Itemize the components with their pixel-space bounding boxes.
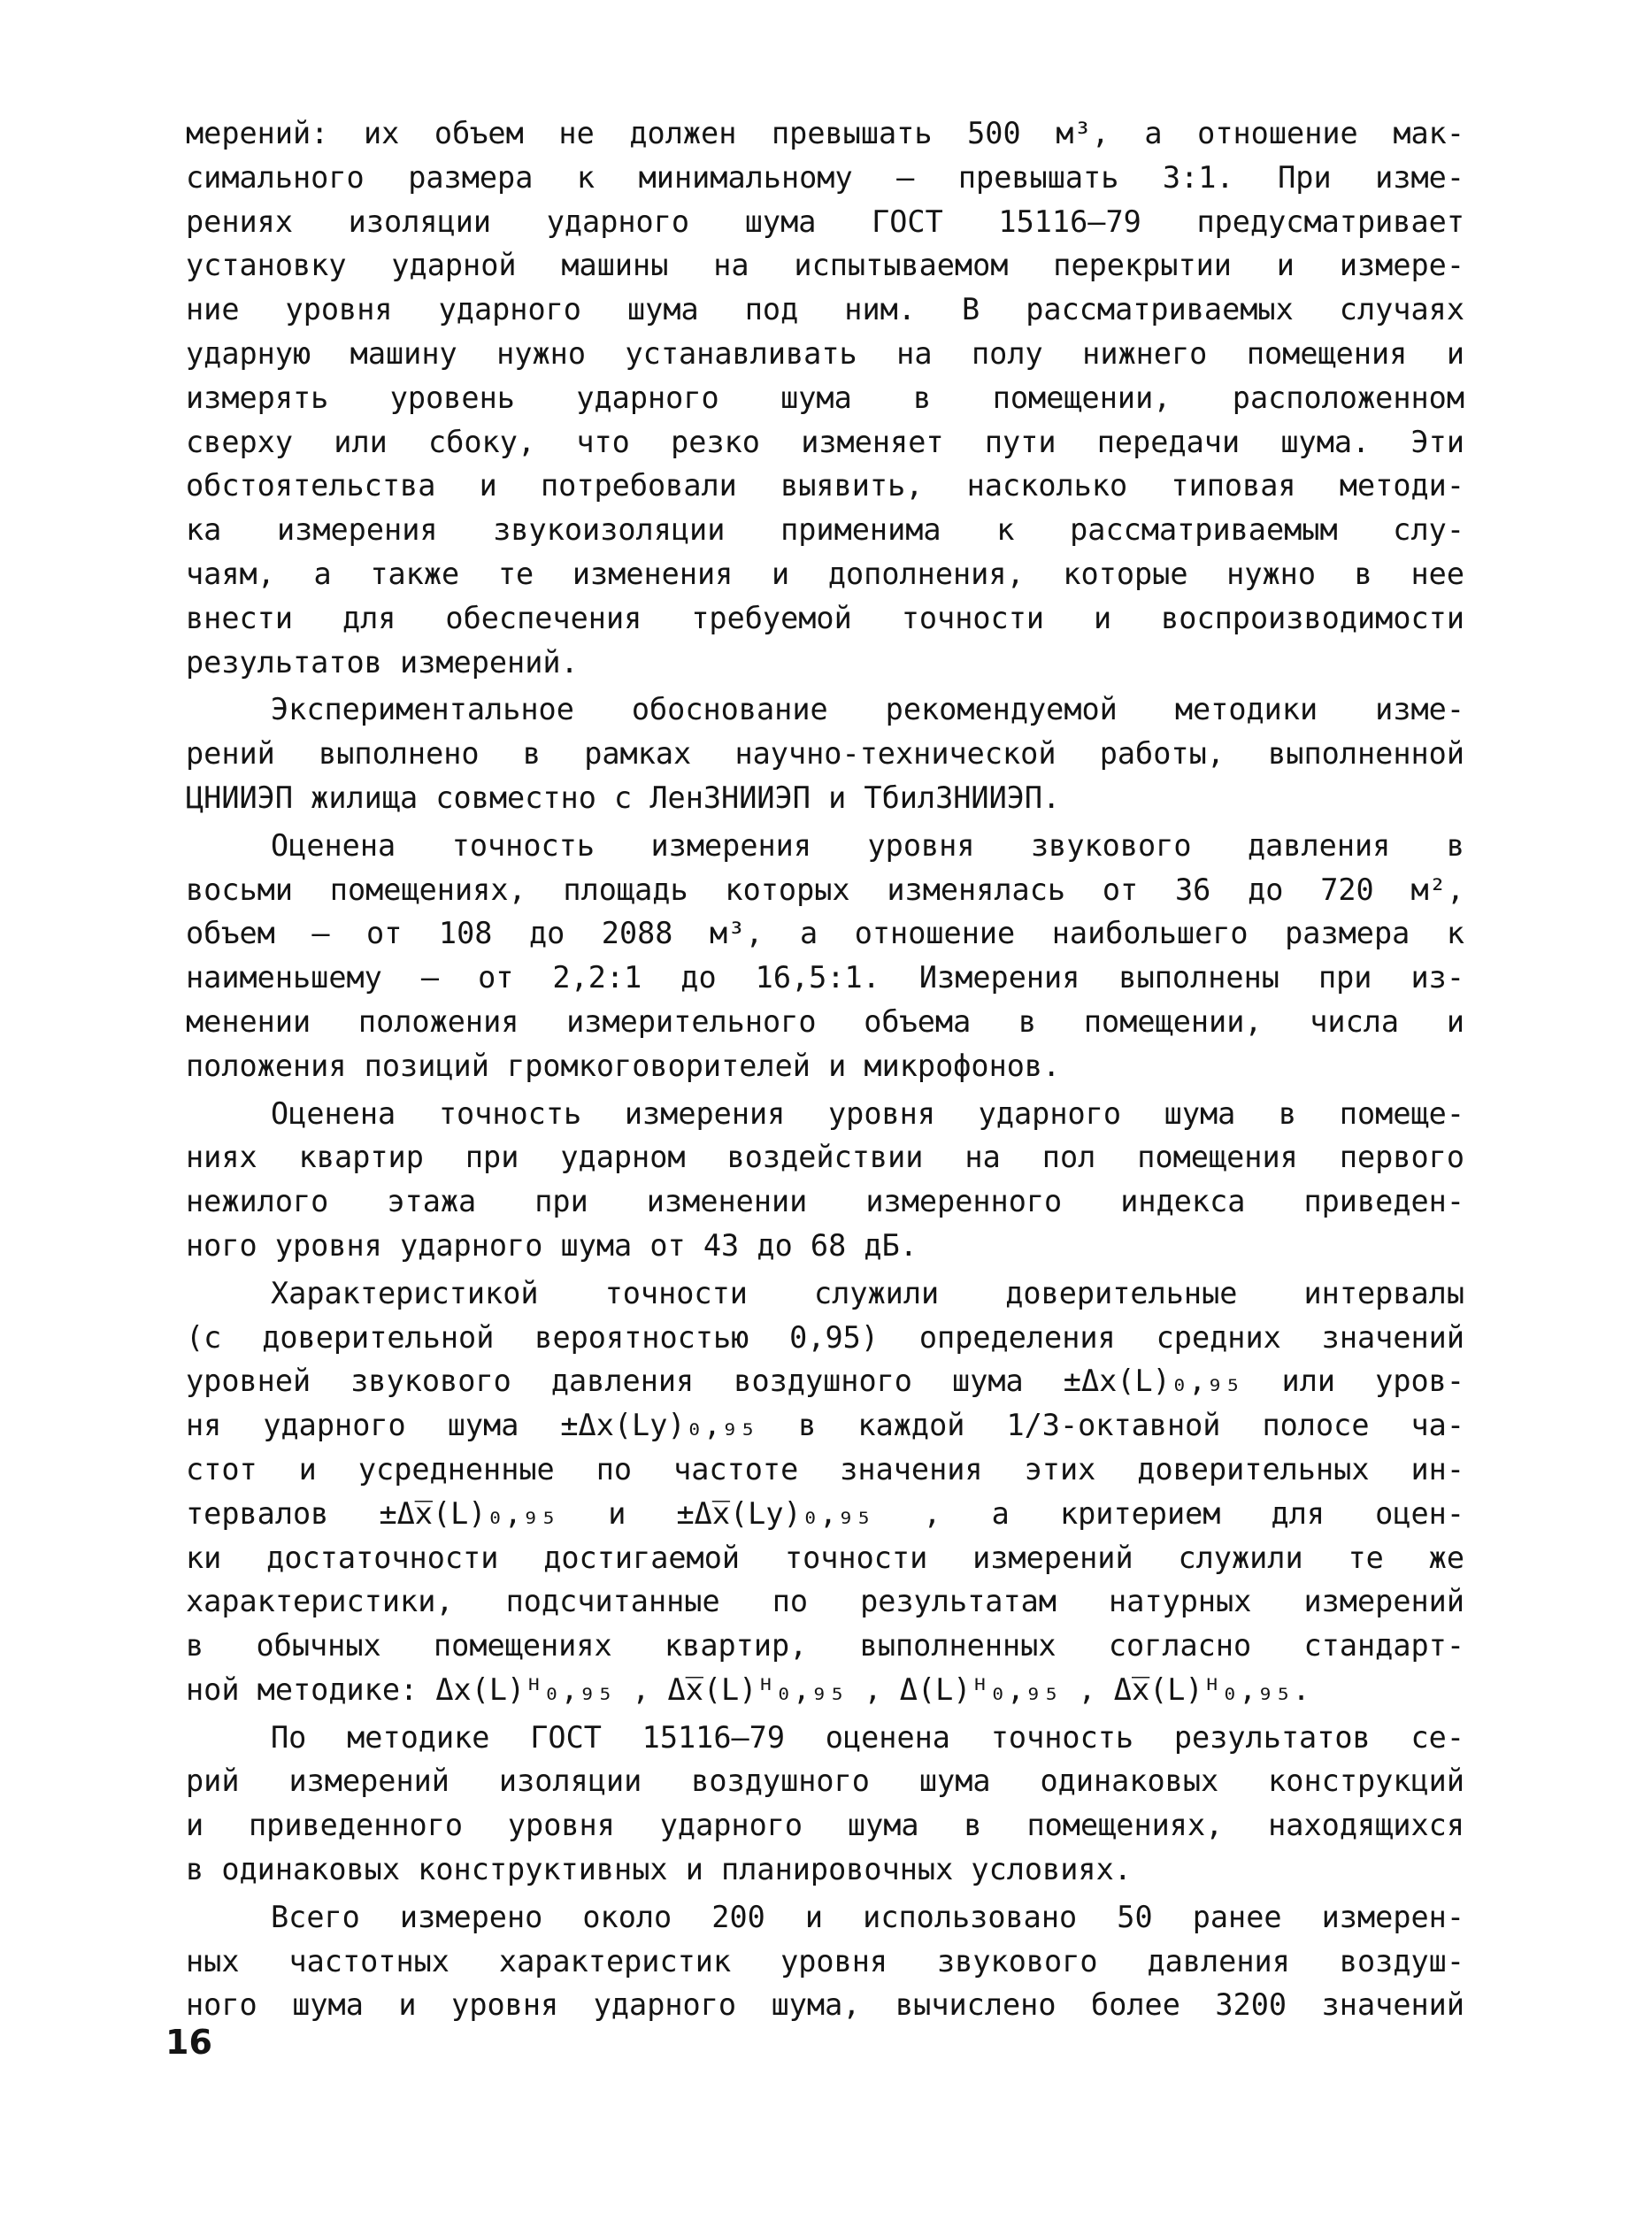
- text-line: нежилого этажа при изменении измеренного индекса приведен-: [186, 1184, 1464, 1219]
- text-line: рениях изоляции ударного шума ГОСТ 15116–79 предусматривает: [186, 204, 1464, 239]
- page-number: 16: [165, 2023, 212, 2062]
- text-line: наименьшему – от 2,2:1 до 16,5:1. Измерения выполнены при из-: [186, 960, 1464, 995]
- text-line: положения позиций громкоговорителей и микрофонов.: [186, 1048, 1061, 1083]
- paragraph: [186, 688, 1464, 819]
- text-line: в одинаковых конструктивных и планировочных условиях.: [186, 1852, 1132, 1887]
- text-line: ки достаточности достигаемой точности измерений служили те же: [186, 1540, 1464, 1575]
- paragraph: [186, 1895, 1464, 2027]
- text-line: в обычных помещениях квартир, выполненных согласно стандарт-: [186, 1628, 1464, 1664]
- text-line: измерять уровень ударного шума в помещении, расположенном: [186, 380, 1464, 415]
- text-line: установку ударной машины на испытываемом перекрытии и измере-: [186, 248, 1464, 283]
- text-line: ного уровня ударного шума от 43 до 68 дБ.: [186, 1227, 918, 1263]
- text-line: ниях квартир при ударном воздействии на пол помещения первого: [186, 1140, 1464, 1175]
- paragraph: [186, 111, 1464, 684]
- text-line: ной методике: Δx(L)ᴴ₀,₉₅ , Δ̅x̅(L)ᴴ₀,₉₅ , Δ(L)ᴴ₀,₉₅ , Δ̅x̅(L)ᴴ₀,₉₅.: [186, 1671, 1310, 1707]
- body-text: [186, 111, 1464, 2027]
- text-line: мерений: их объем не должен превышать 500 м³, а отношение мак-: [186, 116, 1464, 150]
- text-line: (с доверительной вероятностью 0,95) определения средних значений: [186, 1319, 1464, 1355]
- paragraph: [186, 1716, 1464, 1892]
- text-line: рений выполнено в рамках научно-технической работы, выполненной: [186, 736, 1464, 772]
- paragraph: [186, 1272, 1464, 1712]
- text-line: и приведенного уровня ударного шума в помещениях, находящихся: [186, 1808, 1464, 1843]
- paragraph: [186, 1092, 1464, 1268]
- text-line: внести для обеспечения требуемой точности и воспроизводимости: [186, 600, 1464, 635]
- text-line: характеристики, подсчитанные по результатам натурных измерений: [186, 1584, 1464, 1619]
- text-line: Экспериментальное обоснование рекомендуемой методики изме-: [271, 692, 1464, 727]
- text-line: ного шума и уровня ударного шума, вычислено более 3200 значений: [186, 1987, 1464, 2023]
- text-line: Оценена точность измерения уровня ударного шума в помеще-: [271, 1095, 1464, 1131]
- text-line: стот и усредненные по частоте значения этих доверительных ин-: [186, 1451, 1464, 1487]
- text-line: ЦНИИЭП жилища совместно с ЛенЗНИИЭП и ТбилЗНИИЭП.: [186, 780, 1061, 815]
- text-line: обстоятельства и потребовали выявить, насколько типовая методи-: [186, 468, 1464, 503]
- text-line: По методике ГОСТ 15116–79 оценена точность результатов се-: [271, 1719, 1464, 1755]
- text-line: объем – от 108 до 2088 м³, а отношение наибольшего размера к: [186, 916, 1464, 951]
- text-line: Оценена точность измерения уровня звукового давления в: [271, 827, 1464, 863]
- text-line: рий измерений изоляции воздушного шума одинаковых конструкций: [186, 1763, 1464, 1799]
- text-line: Характеристикой точности служили доверительные интервалы: [271, 1275, 1464, 1310]
- paragraph: [186, 824, 1464, 1088]
- text-line: Всего измерено около 200 и использовано 50 ранее измерен-: [271, 1899, 1464, 1934]
- text-line: менении положения измерительного объема в помещении, числа и: [186, 1003, 1464, 1039]
- text-line: результатов измерений.: [186, 644, 579, 680]
- text-line: уровней звукового давления воздушного шума ±Δx(L)₀,₉₅ или уров-: [186, 1364, 1464, 1399]
- text-line: ня ударного шума ±Δx(Ly)₀,₉₅ в каждой 1/3-октавной полосе ча-: [186, 1408, 1464, 1443]
- text-line: ных частотных характеристик уровня звукового давления воздуш-: [186, 1943, 1464, 1979]
- text-line: симального размера к минимальному – превышать 3:1. При изме-: [186, 159, 1464, 195]
- text-line: ка измерения звукоизоляции применима к рассматриваемым слу-: [186, 512, 1464, 548]
- text-line: тервалов ±Δ̅x̅(L)₀,₉₅ и ±Δ̅x̅(Ly)₀,₉₅ , а критерием для оцен-: [186, 1495, 1464, 1531]
- text-line: чаям, а также те изменения и дополнения, которые нужно в нее: [186, 556, 1464, 591]
- text-line: ние уровня ударного шума под ним. В рассматриваемых случаях: [186, 292, 1464, 327]
- text-line: ударную машину нужно устанавливать на полу нижнего помещения и: [186, 335, 1464, 371]
- text-line: восьми помещениях, площадь которых изменялась от 36 до 720 м²,: [186, 872, 1464, 907]
- text-line: сверху или сбоку, что резко изменяет пути передачи шума. Эти: [186, 424, 1464, 459]
